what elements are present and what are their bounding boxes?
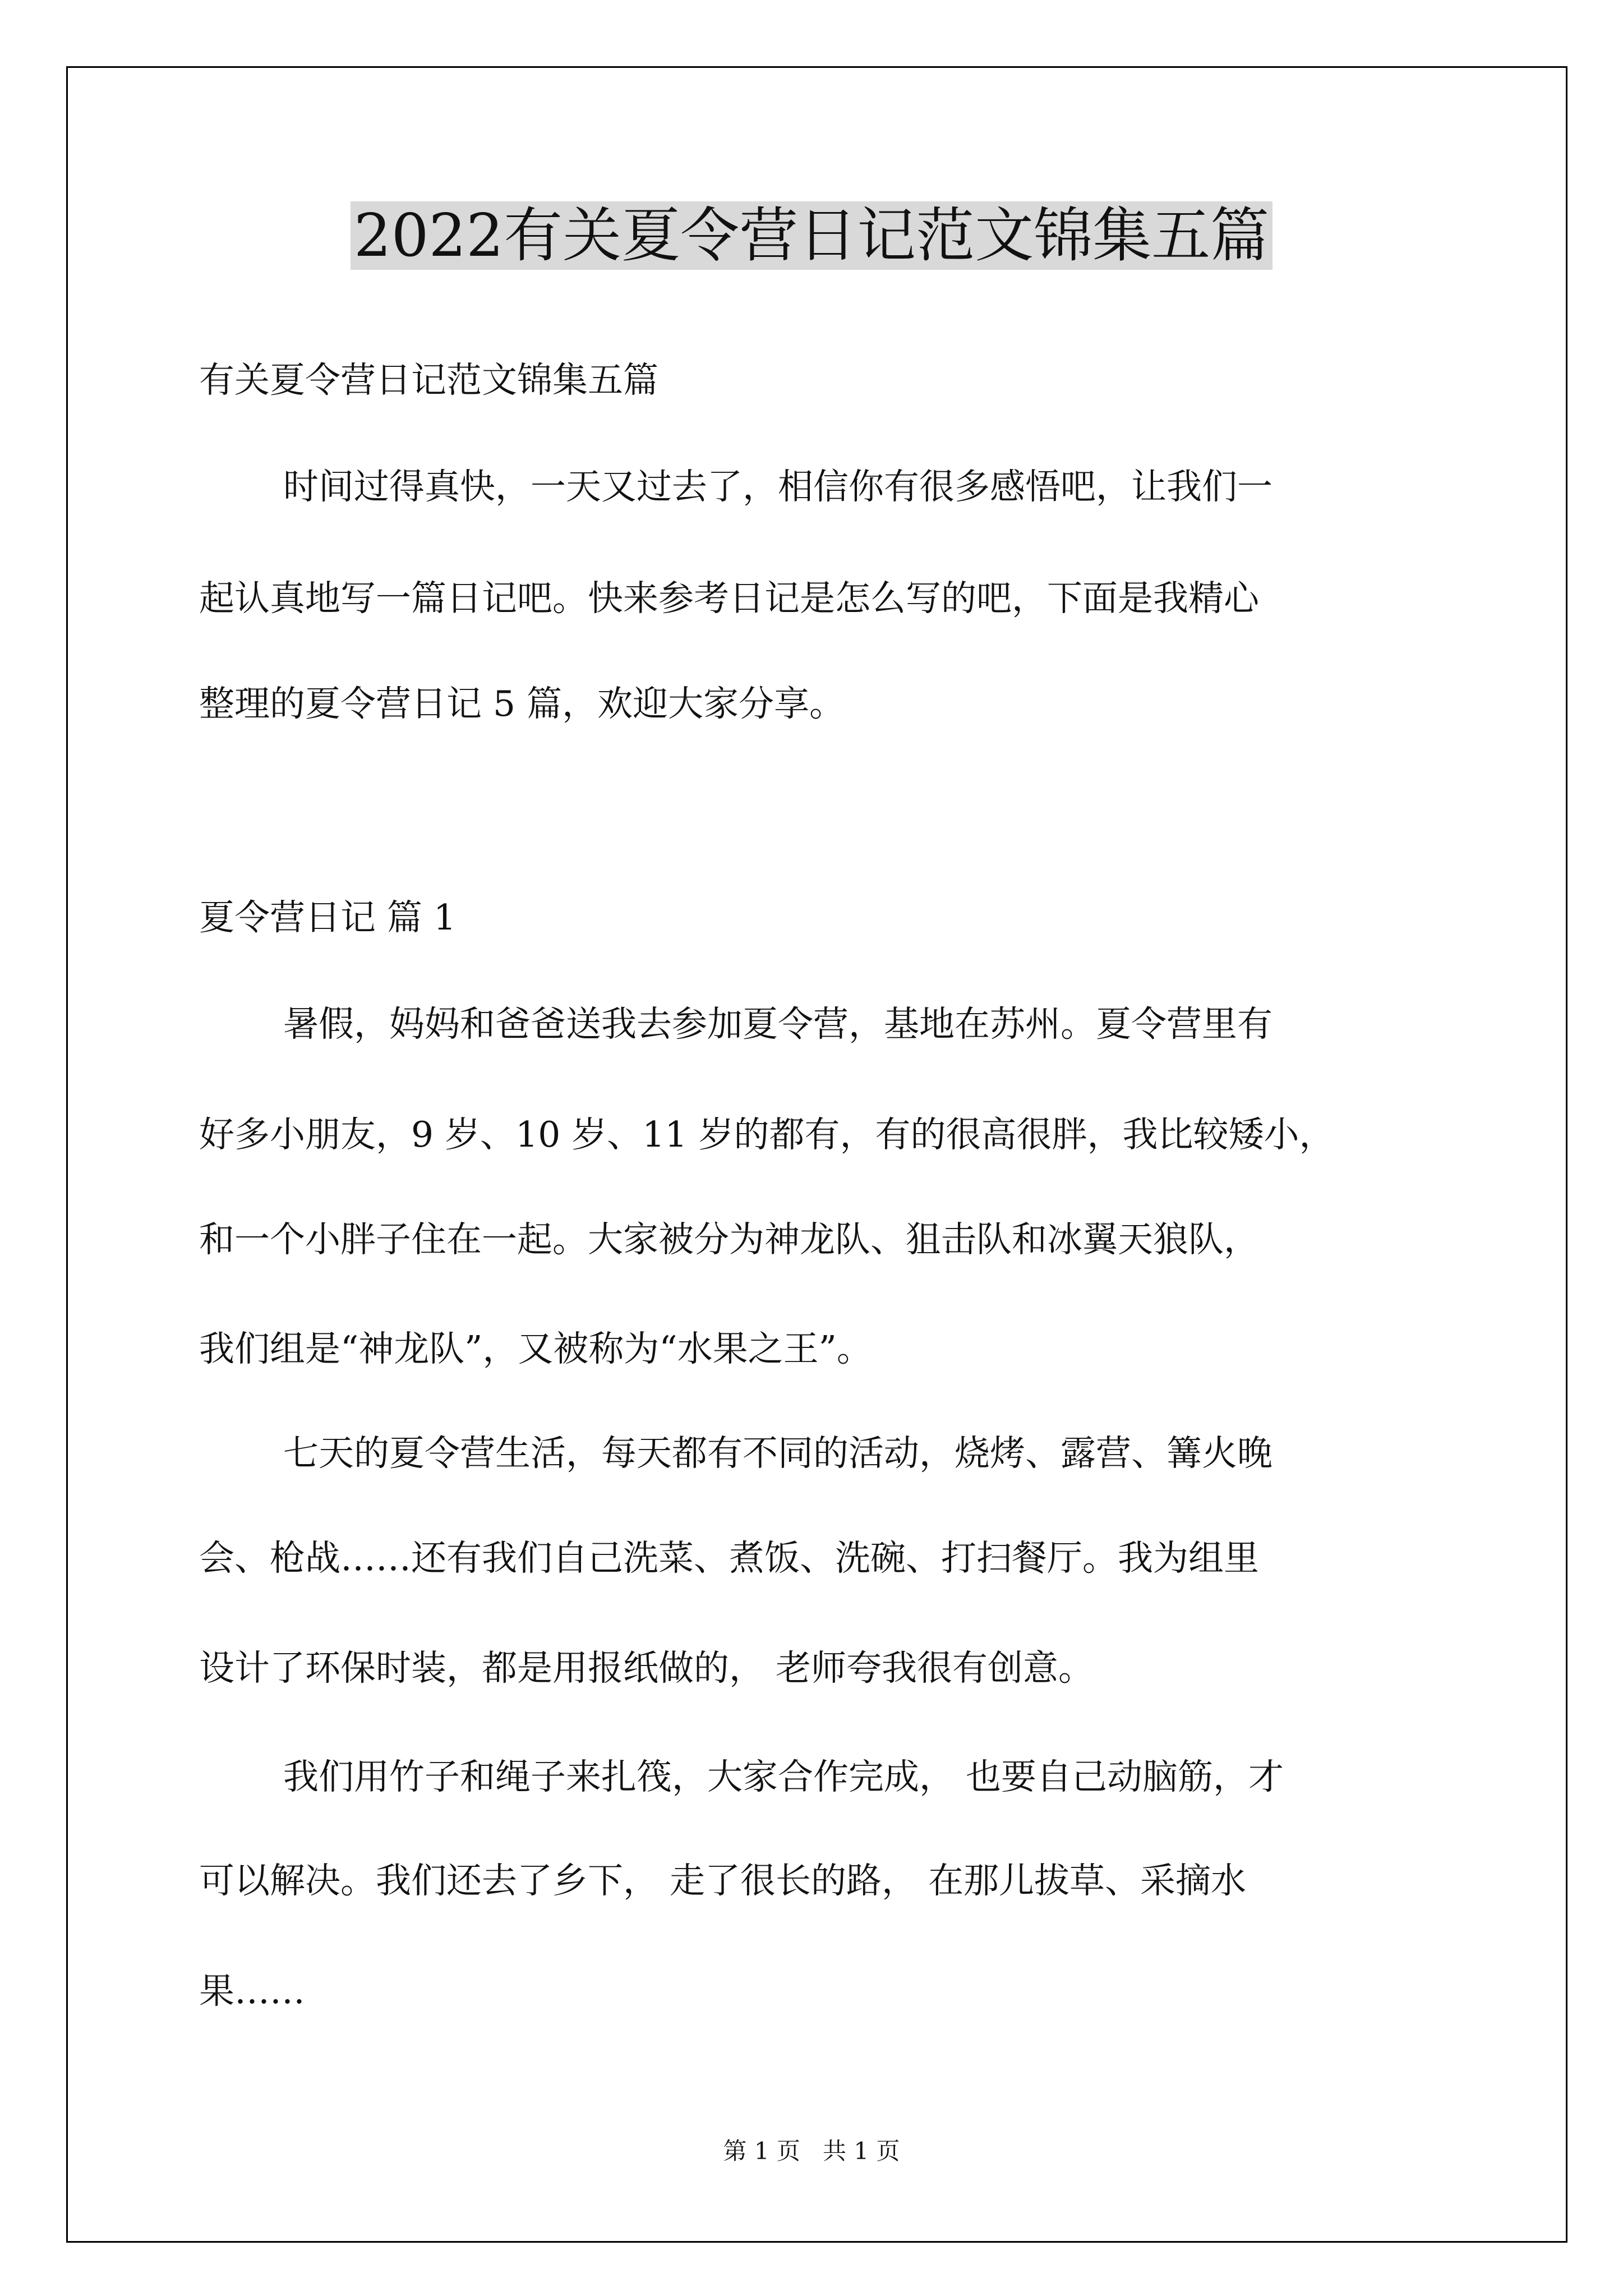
para1-line-3: 和一个小胖子住在一起。大家被分为神龙队、狙击队和冰翼天狼队， <box>199 1219 1259 1260</box>
para1-line-4: 我们组是“神龙队”，又被称为“水果之王”。 <box>199 1328 872 1369</box>
para2-line-3: 设计了环保时装，都是用报纸做的， 老师夸我很有创意。 <box>199 1648 1094 1688</box>
para1-line-2: 好多小朋友，9 岁、10 岁、11 岁的都有，有的很高很胖，我比较矮小， <box>199 1114 1335 1155</box>
para3-line-3: 果…… <box>199 1971 305 2012</box>
para1-line-1: 暑假，妈妈和爸爸送我去参加夏令营，基地在苏州。夏令营里有 <box>283 1004 1272 1045</box>
section-heading: 夏令营日记 篇 1 <box>199 897 457 938</box>
intro-line-1: 时间过得真快，一天又过去了，相信你有很多感悟吧，让我们一 <box>283 466 1272 507</box>
document-title <box>0 196 1623 275</box>
para3-line-1: 我们用竹子和绳子来扎筏，大家合作完成， 也要自己动脑筋，才 <box>283 1756 1284 1797</box>
para2-line-1: 七天的夏令营生活，每天都有不同的活动，烧烤、露营、篝火晚 <box>283 1433 1272 1474</box>
page-footer: 第 1 页 共 1 页 <box>723 2137 900 2165</box>
para2-line-2: 会、枪战……还有我们自己洗菜、煮饭、洗碗、打扫餐厅。我为组里 <box>199 1538 1259 1579</box>
document-title-text: 2022有关夏令营日记范文锦集五篇 <box>351 201 1272 270</box>
para3-line-2: 可以解决。我们还去了乡下， 走了很长的路， 在那儿拔草、采摘水 <box>199 1860 1247 1901</box>
intro-line-2: 起认真地写一篇日记吧。快来参考日记是怎么写的吧，下面是我精心 <box>199 578 1259 619</box>
intro-line-3: 整理的夏令营日记 5 篇，欢迎大家分享。 <box>199 683 845 724</box>
document-subtitle: 有关夏令营日记范文锦集五篇 <box>199 360 658 401</box>
